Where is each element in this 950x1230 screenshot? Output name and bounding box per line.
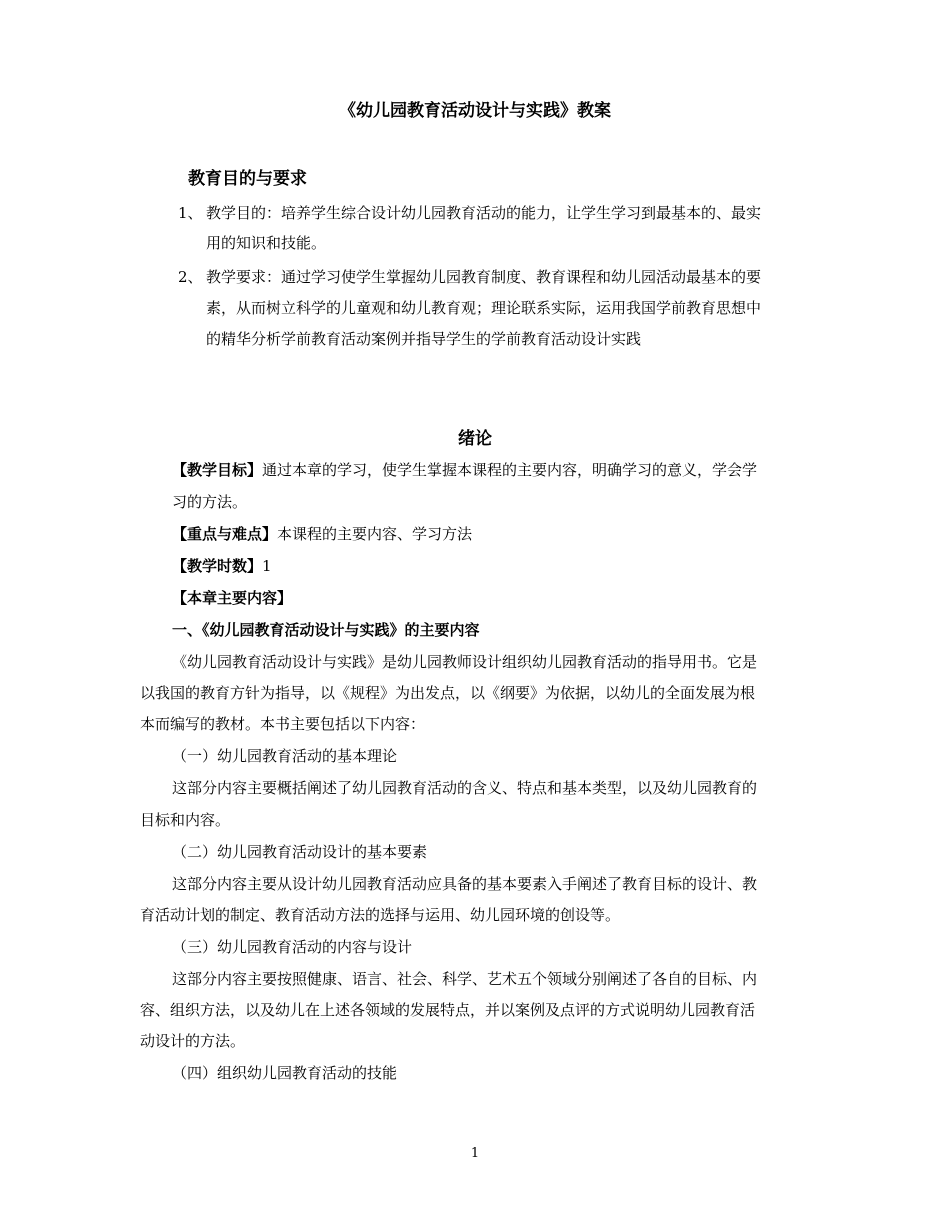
hours-text: 1	[262, 557, 272, 575]
goal-line1	[172, 455, 757, 485]
para3-line2: 育活动计划的制定、教育活动方法的选择与运用、幼儿园环境的创设等。	[140, 906, 621, 924]
item-1-line1: 教学目的：培养学生综合设计幼儿园教育活动的能力，让学生学习到最基本的、最实	[206, 204, 762, 222]
item-1-number: 1、	[178, 204, 203, 222]
item-2-line2: 素，从而树立科学的儿童观和幼儿教育观；理论联系实际，运用我国学前教育思想中	[206, 299, 762, 317]
para2-line2: 目标和内容。	[140, 811, 231, 829]
hours-label: 【教学时数】	[172, 557, 263, 575]
item-2-line1: 教学要求：通过学习使学生掌握幼儿园教育制度、教育课程和幼儿园活动最基本的要	[206, 268, 762, 286]
item-1-line2: 用的知识和技能。	[206, 234, 327, 252]
para1-line2: 以我国的教育方针为指导，以《规程》为出发点，以《纲要》为依据，以幼儿的全面发展为根	[140, 684, 756, 702]
subheading-2: （二）幼儿园教育活动设计的基本要素	[172, 843, 428, 861]
para2-line1: 这部分内容主要概括阐述了幼儿园教育活动的含义、特点和基本类型，以及幼儿园教育的	[172, 779, 758, 797]
item-2-line3: 的精华分析学前教育活动案例并指导学生的学前教育活动设计实践	[206, 330, 642, 348]
para4-line2: 容、组织方法，以及幼儿在上述各领域的发展特点，并以案例及点评的方式说明幼儿园教育活	[140, 1001, 756, 1019]
goal-text: 通过本章的学习，使学生掌握本课程的主要内容，明确学习的意义，学会学	[262, 461, 758, 479]
subheading-4: （四）组织幼儿园教育活动的技能	[172, 1064, 398, 1082]
section1-heading: 一、《幼儿园教育活动设计与实践》的主要内容	[172, 621, 480, 639]
para1-line3: 本而编写的教材。本书主要包括以下内容：	[140, 715, 426, 733]
subheading-3: （三）幼儿园教育活动的内容与设计	[172, 938, 413, 956]
key-label: 【重点与难点】	[172, 525, 278, 543]
page-number: 1	[470, 1146, 480, 1161]
goal-line2: 习的方法。	[172, 493, 248, 511]
document-title: 《幼儿园教育活动设计与实践》教案	[339, 101, 611, 121]
main-content-label: 【本章主要内容】	[172, 589, 293, 607]
key-points	[172, 519, 472, 549]
para1-line1: 《幼儿园教育活动设计与实践》是幼儿园教师设计组织幼儿园教育活动的指导用书。它是	[172, 653, 758, 671]
section-heading: 教育目的与要求	[188, 169, 307, 189]
key-text: 本课程的主要内容、学习方法	[277, 525, 473, 543]
para3-line1: 这部分内容主要从设计幼儿园教育活动应具备的基本要素入手阐述了教育目标的设计、教	[172, 875, 758, 893]
teaching-hours	[172, 551, 272, 581]
chapter-title: 绪论	[458, 429, 492, 449]
goal-label: 【教学目标】	[172, 461, 263, 479]
subheading-1: （一）幼儿园教育活动的基本理论	[172, 747, 398, 765]
para4-line1: 这部分内容主要按照健康、语言、社会、科学、艺术五个领域分别阐述了各自的目标、内	[172, 970, 758, 988]
item-2-number: 2、	[178, 268, 203, 286]
para4-line3: 动设计的方法。	[140, 1032, 246, 1050]
